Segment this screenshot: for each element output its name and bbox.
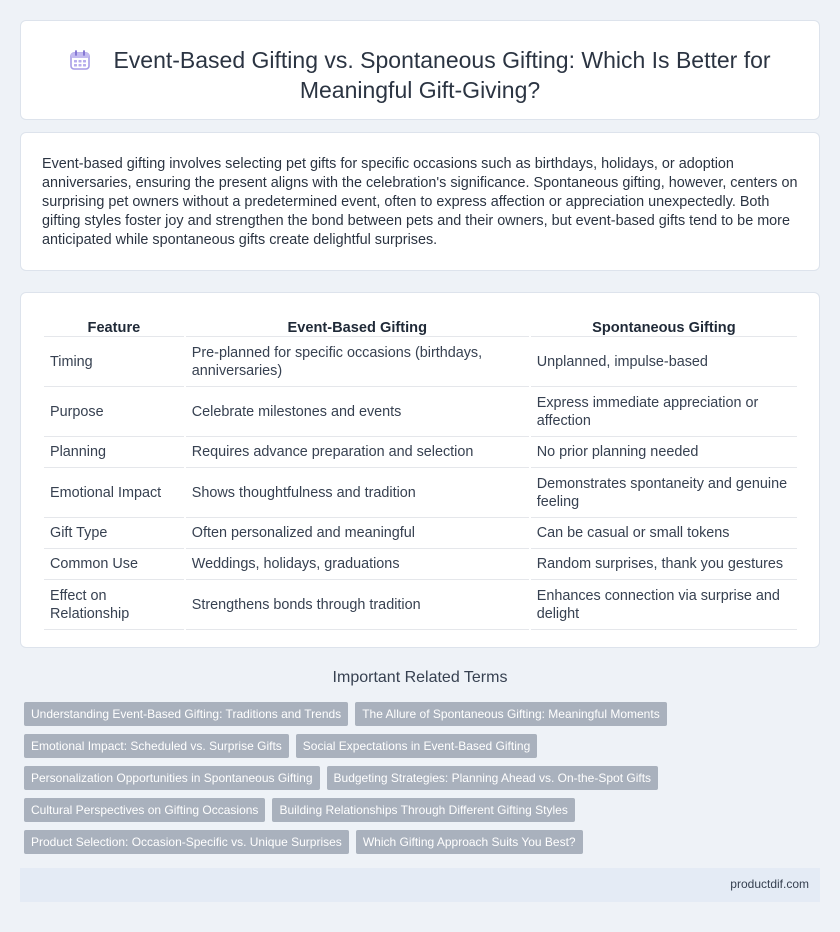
table-cell: Emotional Impact bbox=[44, 468, 184, 518]
related-tag[interactable]: Personalization Opportunities in Spontaneous Gifting bbox=[24, 766, 320, 790]
related-tags-row bbox=[24, 798, 575, 822]
table-cell: Unplanned, impulse-based bbox=[531, 337, 797, 387]
comparison-card bbox=[20, 292, 820, 648]
column-header-spontaneous: Spontaneous Gifting bbox=[531, 317, 797, 337]
table-cell: Gift Type bbox=[44, 518, 184, 549]
table-cell: Enhances connection via surprise and delight bbox=[531, 580, 797, 630]
comparison-table bbox=[42, 317, 799, 630]
related-tag[interactable]: The Allure of Spontaneous Gifting: Meaningful Moments bbox=[355, 702, 667, 726]
table-cell: Shows thoughtfulness and tradition bbox=[186, 468, 529, 518]
related-tag[interactable]: Cultural Perspectives on Gifting Occasions bbox=[24, 798, 265, 822]
related-tag[interactable]: Which Gifting Approach Suits You Best? bbox=[356, 830, 583, 854]
table-row bbox=[44, 337, 797, 387]
table-cell: Can be casual or small tokens bbox=[531, 518, 797, 549]
related-tag[interactable]: Budgeting Strategies: Planning Ahead vs. On-the-Spot Gifts bbox=[327, 766, 659, 790]
related-tag[interactable]: Building Relationships Through Different Gifting Styles bbox=[272, 798, 574, 822]
related-tag[interactable]: Product Selection: Occasion-Specific vs. Unique Surprises bbox=[24, 830, 349, 854]
related-tags-row bbox=[24, 734, 537, 758]
related-tag[interactable]: Emotional Impact: Scheduled vs. Surprise Gifts bbox=[24, 734, 289, 758]
table-cell: Demonstrates spontaneity and genuine feeling bbox=[531, 468, 797, 518]
column-header-feature: Feature bbox=[44, 317, 184, 337]
table-cell: Random surprises, thank you gestures bbox=[531, 549, 797, 580]
intro-paragraph: Event-based gifting involves selecting pet gifts for specific occasions such as birthdays, holidays, or adoption anniversaries, ensuring the present aligns with the celebration's significance. Spontaneous gifting, however, centers on surprising pet owners without a predetermined event, often to express affection or appreciation unexpectedly. Both gifting styles foster joy and strengthen the bond between pets and their owners, but event-based gifts tend to be more anticipated while spontaneous gifts create delightful surprises. bbox=[42, 156, 798, 248]
table-cell: Weddings, holidays, graduations bbox=[186, 549, 529, 580]
table-row bbox=[44, 387, 797, 437]
table-cell: Common Use bbox=[44, 549, 184, 580]
table-cell: Timing bbox=[44, 337, 184, 387]
table-header-row bbox=[44, 317, 797, 337]
page-title-text: Event-Based Gifting vs. Spontaneous Gifting: Which Is Better for Meaningful Gift-Giving? bbox=[113, 47, 771, 103]
calendar-icon bbox=[69, 49, 91, 71]
related-tags-row bbox=[24, 702, 667, 726]
table-row bbox=[44, 518, 797, 549]
table-row bbox=[44, 549, 797, 580]
related-tags-row bbox=[24, 830, 583, 854]
table-cell: No prior planning needed bbox=[531, 437, 797, 468]
table-cell: Often personalized and meaningful bbox=[186, 518, 529, 549]
table-cell: Pre-planned for specific occasions (birthdays, anniversaries) bbox=[186, 337, 529, 387]
table-cell: Effect on Relationship bbox=[44, 580, 184, 630]
footer-site-link[interactable]: productdif.com bbox=[730, 877, 809, 891]
title-wrap bbox=[21, 45, 819, 105]
page-title bbox=[61, 45, 779, 105]
table-cell: Celebrate milestones and events bbox=[186, 387, 529, 437]
footer-bar bbox=[20, 868, 820, 902]
table-cell: Express immediate appreciation or affection bbox=[531, 387, 797, 437]
related-terms-heading: Important Related Terms bbox=[332, 669, 508, 686]
table-row bbox=[44, 580, 797, 630]
table-cell: Requires advance preparation and selection bbox=[186, 437, 529, 468]
table-cell: Planning bbox=[44, 437, 184, 468]
title-card bbox=[20, 20, 820, 120]
intro-card bbox=[20, 132, 820, 271]
related-tag[interactable]: Social Expectations in Event-Based Gifting bbox=[296, 734, 537, 758]
table-cell: Strengthens bonds through tradition bbox=[186, 580, 529, 630]
related-tags-row bbox=[24, 766, 658, 790]
column-header-event-based: Event-Based Gifting bbox=[186, 317, 529, 337]
table-row bbox=[44, 468, 797, 518]
table-row bbox=[44, 437, 797, 468]
table-cell: Purpose bbox=[44, 387, 184, 437]
related-tag[interactable]: Understanding Event-Based Gifting: Traditions and Trends bbox=[24, 702, 348, 726]
